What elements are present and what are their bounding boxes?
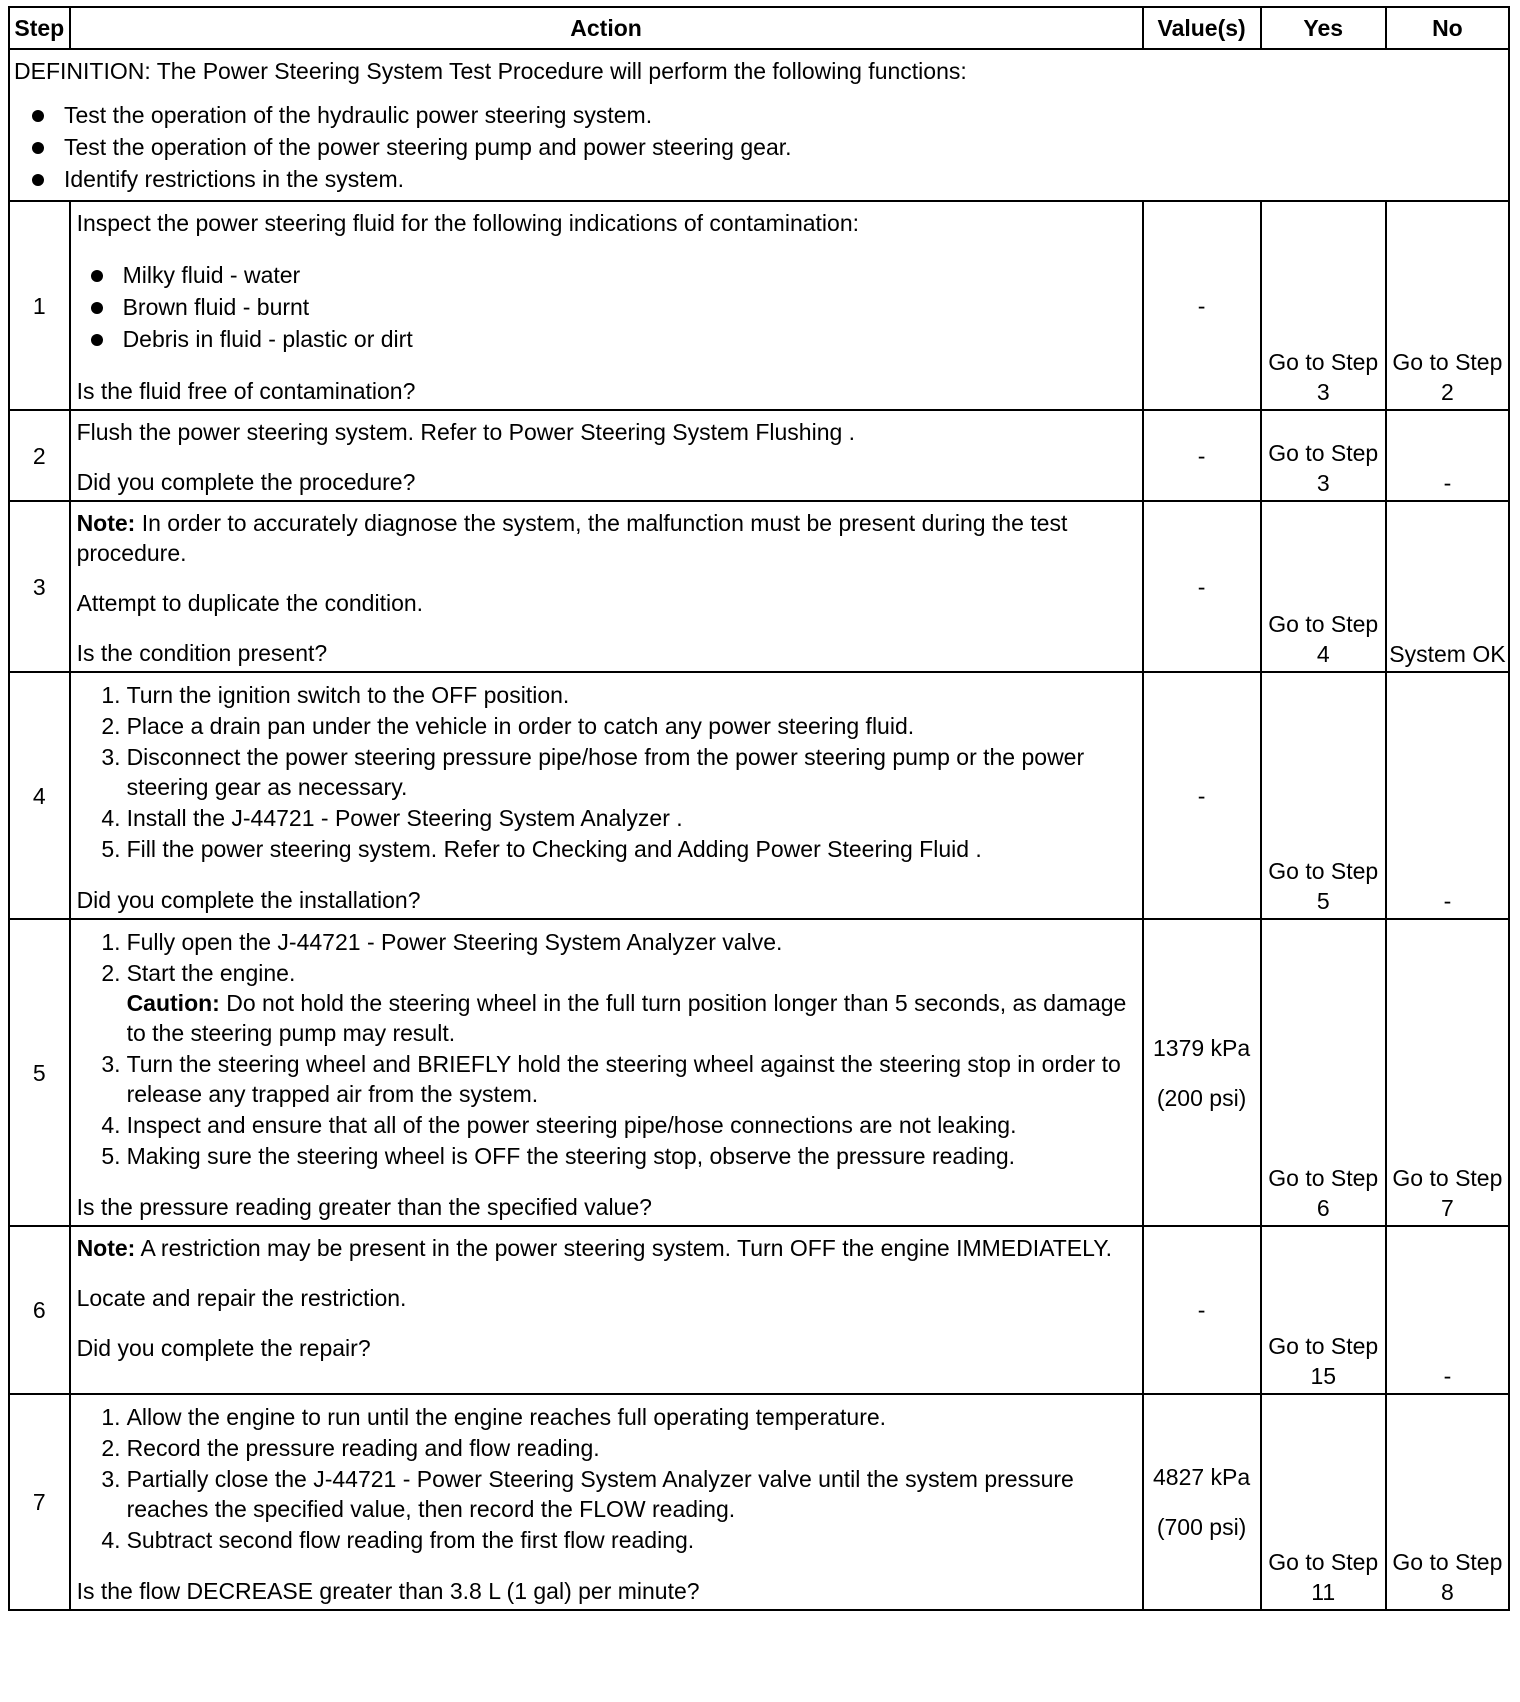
yes-cell: Go to Step 11 [1261,1394,1386,1610]
step-number: 1 [9,201,70,410]
step-row-1 [9,201,1509,410]
caution-label: Caution: [126,990,220,1016]
procedure-item: 4. Subtract second flow reading from the first flow reading. [101,1527,695,1553]
note-paragraph [77,1233,1136,1263]
yes-cell: Go to Step 5 [1261,672,1386,919]
step-number: 4 [9,672,70,919]
yes-cell: Go to Step 3 [1261,410,1386,501]
action-question: Did you complete the procedure? [76,469,416,495]
header-yes: Yes [1261,7,1386,49]
procedure-table-wrapper [8,6,1510,1611]
action-question: Is the condition present? [76,640,328,666]
action-cell [70,410,1143,501]
procedure-item: 1. Turn the ignition switch to the OFF position. [101,682,570,708]
no-cell: - [1386,410,1509,501]
step-number: 2 [9,410,70,501]
action-intro: Inspect the power steering fluid for the following indications of contamination: [76,210,860,236]
contamination-item: Brown fluid - burnt [87,292,1136,322]
value-metric: 4827 kPa [1153,1464,1251,1490]
procedure-item: 1. Allow the engine to run until the engine reaches full operating temperature. [101,1404,887,1430]
definition-item: Test the operation of the hydraulic power steering system. [28,100,1504,130]
value-cell: - [1143,201,1261,410]
action-question: Is the flow DECREASE greater than 3.8 L (1 gal) per minute? [76,1578,700,1604]
value-cell: - [1143,672,1261,919]
value-cell: - [1143,1226,1261,1394]
action-question: Is the pressure reading greater than the specified value? [76,1194,652,1220]
no-cell: - [1386,672,1509,919]
value-cell: - [1143,410,1261,501]
value-imperial: (700 psi) [1156,1514,1247,1540]
definition-item: Test the operation of the power steering pump and power steering gear. [28,132,1504,162]
no-cell: Go to Step 7 [1386,919,1509,1226]
definition-row [9,49,1509,201]
step-number: 5 [9,919,70,1226]
no-cell: System OK [1386,501,1509,672]
procedure-item: 5. Fill the power steering system. Refer to Checking and Adding Power Steering Fluid . [101,836,982,862]
action-cell [70,919,1143,1226]
step-number: 6 [9,1226,70,1394]
no-cell: Go to Step 2 [1386,201,1509,410]
contamination-item: Milky fluid - water [87,260,1136,290]
step-row-7 [9,1394,1509,1610]
action-middle: Attempt to duplicate the condition. [76,590,424,616]
procedure-item: 2. Place a drain pan under the vehicle in order to catch any power steering fluid. [101,713,915,739]
action-intro: Flush the power steering system. Refer to Power Steering System Flushing . [76,419,856,445]
step-row-5 [9,919,1509,1226]
header-step: Step [9,7,70,49]
header-values: Value(s) [1143,7,1261,49]
yes-cell: Go to Step 4 [1261,501,1386,672]
action-cell [70,1226,1143,1394]
header-action: Action [70,7,1143,49]
procedure-item: 3. Partially close the J-44721 - Power Steering System Analyzer valve until the system pressure reaches the specified value, then record the FLOW reading. [101,1466,1074,1522]
note-label: Note: [76,1235,136,1261]
header-row [9,7,1509,49]
value-imperial: (200 psi) [1156,1084,1247,1111]
yes-cell: Go to Step 6 [1261,919,1386,1226]
yes-cell: Go to Step 15 [1261,1226,1386,1394]
note-text: A restriction may be present in the power steering system. Turn OFF the engine IMMEDIATELY. [135,1235,1112,1261]
value-cell [1143,919,1261,1226]
step-row-3 [9,501,1509,672]
action-cell [70,201,1143,410]
procedure-item: 2. Start the engine. Caution: Do not hold the steering wheel in the full turn position longer than 5 seconds, as damage to the steering pump may result. [101,960,1127,1046]
procedure-item: 3. Turn the steering wheel and BRIEFLY hold the steering wheel against the steering stop in order to release any trapped air from the system. [101,1051,1121,1107]
value-metric: 1379 kPa [1153,1034,1251,1061]
step-row-6 [9,1226,1509,1394]
step-number: 7 [9,1394,70,1610]
value-cell: - [1143,501,1261,672]
step-row-2 [9,410,1509,501]
yes-cell: Go to Step 3 [1261,201,1386,410]
note-text: In order to accurately diagnose the system, the malfunction must be present during the test procedure. [76,510,1068,566]
contamination-item: Debris in fluid - plastic or dirt [87,324,1136,354]
definition-cell [9,49,1509,201]
action-question: Did you complete the repair? [76,1335,371,1361]
no-cell: - [1386,1226,1509,1394]
note-paragraph [77,508,1136,568]
procedure-item: 2. Record the pressure reading and flow reading. [101,1435,600,1461]
action-question: Did you complete the installation? [76,887,421,913]
action-cell [70,501,1143,672]
procedure-item: 4. Install the J-44721 - Power Steering System Analyzer . [101,805,683,831]
no-cell: Go to Step 8 [1386,1394,1509,1610]
procedure-item: 4. Inspect and ensure that all of the power steering pipe/hose connections are not leaking. [101,1112,1017,1138]
procedure-item: 1. Fully open the J-44721 - Power Steering System Analyzer valve. [101,929,783,955]
action-middle: Locate and repair the restriction. [76,1285,407,1311]
step-row-4 [9,672,1509,919]
action-question: Is the fluid free of contamination? [76,378,416,404]
procedure-item: 5. Making sure the steering wheel is OFF the steering stop, observe the pressure reading. [101,1143,1016,1169]
value-cell [1143,1394,1261,1610]
definition-item: Identify restrictions in the system. [28,164,1504,194]
definition-text: DEFINITION: The Power Steering System Test Procedure will perform the following functions: [14,58,967,84]
diagnostic-table [8,6,1510,1611]
header-no: No [1386,7,1509,49]
step-number: 3 [9,501,70,672]
procedure-item: 3. Disconnect the power steering pressure pipe/hose from the power steering pump or the power steering gear as necessary. [101,744,1085,800]
action-cell [70,672,1143,919]
note-label: Note: [76,510,136,536]
caution-text: Do not hold the steering wheel in the full turn position longer than 5 seconds, as damage to the steering pump may result. [126,990,1127,1046]
action-cell [70,1394,1143,1610]
